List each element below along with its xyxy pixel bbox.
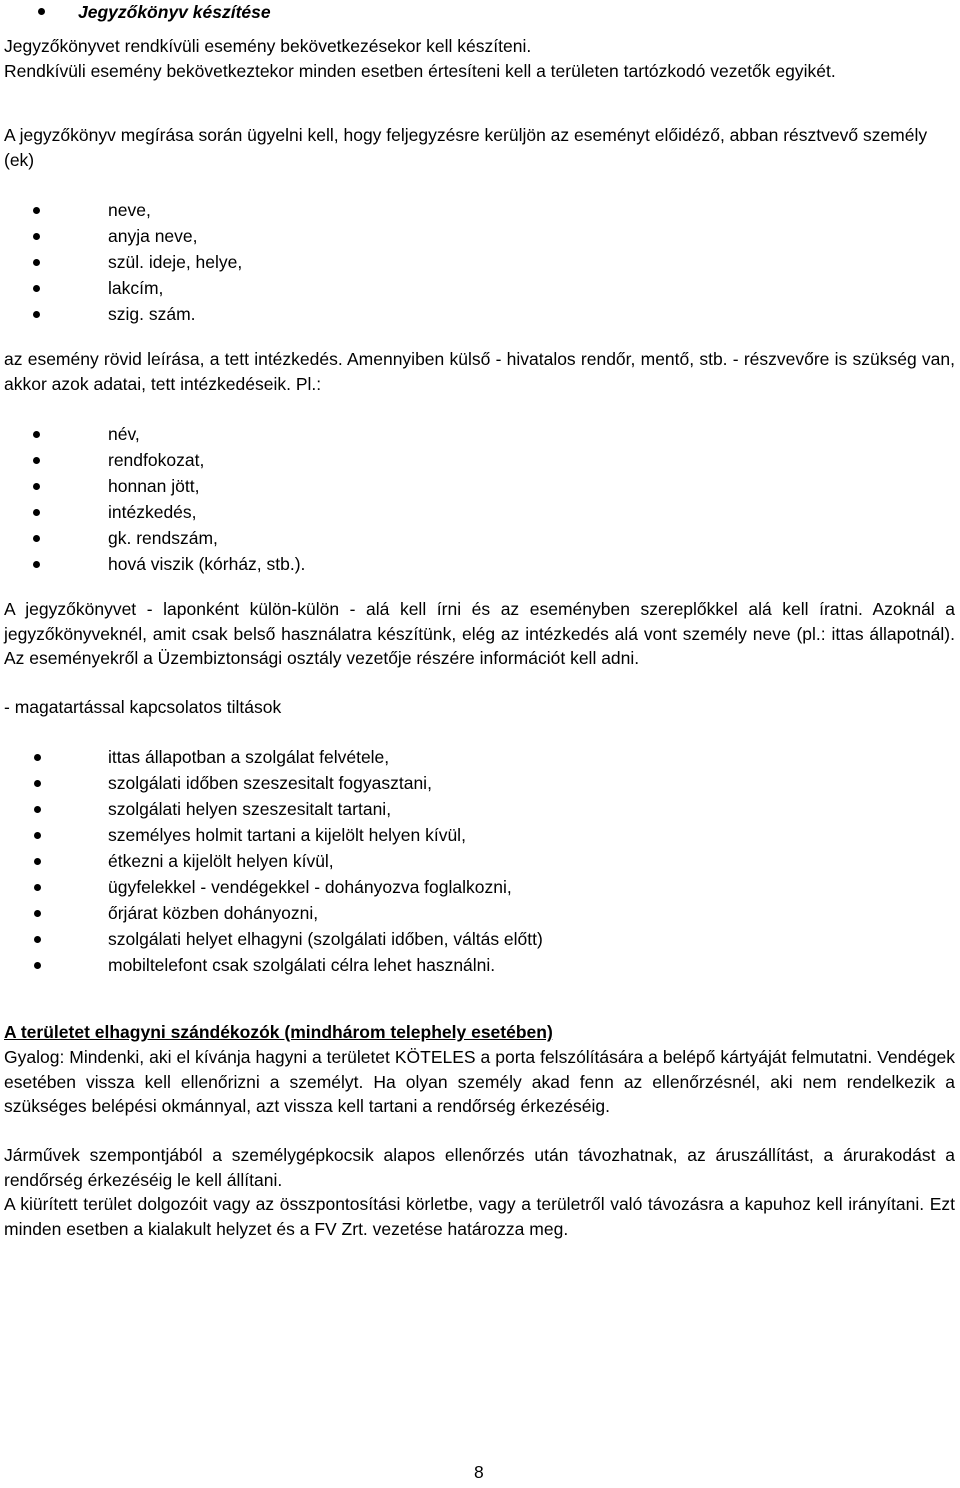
bullet-icon: [34, 832, 41, 839]
prohibitions-intro: - magatartással kapcsolatos tiltások: [4, 697, 282, 717]
bullet-icon: [34, 780, 41, 787]
list-item: rendfokozat,: [0, 448, 960, 474]
pedestrian-paragraph: Gyalog: Mindenki, aki el kívánja hagyni a területet KÖTELES a porta felszólítására a belépő kártyáját felmutatni. Vendégek esetében vissza kell ellenőrizni a személyt. Ha olyan személy akad fenn az ellenőrzésnél, aki nem rendelkezik a szükséges belépési okmánnyal, azt vissza kell tartani a rendőrség érkezéséig.: [4, 1047, 955, 1116]
list-item: szig. szám.: [0, 302, 960, 328]
bullet-icon: [33, 509, 40, 516]
list-item: anyja neve,: [0, 224, 960, 250]
bullet-icon: [33, 233, 40, 240]
list-item: honnan jött,: [0, 474, 960, 500]
bullet-icon: [33, 311, 40, 318]
external-parties-list: [0, 422, 960, 578]
list-item: név,: [0, 422, 960, 448]
intro-paragraph-3: A jegyzőkönyv megírása során ügyelni kell, hogy feljegyzésre kerüljön az eseményt előidéző, abban résztvevő személy (ek): [4, 125, 928, 170]
personal-data-list: [0, 198, 960, 328]
list-item: őrjárat közben dohányozni,: [0, 901, 960, 927]
signature-paragraph: A jegyzőkönyvet - laponként külön-külön - alá kell írni és az eseményben szereplőkkel alá kell íratni. Azoknál a jegyzőkönyveknél, amit csak belső használatra készítünk, elég az intézkedés alá vont személy neve (pl.: ittas állapotnál). Az eseményekről a Üzembiztonsági osztály vezetője részére információt kell adni.: [4, 599, 955, 668]
bullet-icon: [34, 884, 41, 891]
list-item: ittas állapotban a szolgálat felvétele,: [0, 745, 960, 771]
bullet-icon: [33, 285, 40, 292]
list-item: szül. ideje, helye,: [0, 250, 960, 276]
bullet-icon: [33, 483, 40, 490]
intro-paragraph-2: Rendkívüli esemény bekövetkeztekor minden esetben értesíteni kell a területen tartózkodó vezetők egyikét.: [4, 61, 836, 81]
list-item: szolgálati helyen szeszesitalt tartani,: [0, 797, 960, 823]
heading-text: Jegyzőkönyv készítése: [78, 2, 271, 22]
bullet-icon: [34, 754, 41, 761]
bullet-icon: [34, 910, 41, 917]
list-item: szolgálati időben szeszesitalt fogyasztani,: [0, 771, 960, 797]
evacuation-paragraph: A kiürített terület dolgozóit vagy az összpontosítási körletbe, vagy a területről való távozásra a kapuhoz kell irányítani. Ezt minden esetben a kialakult helyzet és a FV Zrt. vezetése határozza meg.: [4, 1194, 955, 1239]
bullet-icon: [34, 858, 41, 865]
bullet-icon: [33, 535, 40, 542]
bullet-icon: [33, 561, 40, 568]
list-item: intézkedés,: [0, 500, 960, 526]
event-description-paragraph: az esemény rövid leírása, a tett intézkedés. Amennyiben külső - hivatalos rendőr, mentő, stb. - részvevőre is szükség van, akkor azok adatai, tett intézkedéseik. Pl.:: [4, 349, 955, 394]
list-item: gk. rendszám,: [0, 526, 960, 552]
list-item: lakcím,: [0, 276, 960, 302]
list-item: szolgálati helyet elhagyni (szolgálati időben, váltás előtt): [0, 927, 960, 953]
bullet-icon: [33, 207, 40, 214]
page-number: 8: [474, 1462, 484, 1482]
prohibitions-list: [0, 745, 960, 979]
list-item: neve,: [0, 198, 960, 224]
list-item: mobiltelefont csak szolgálati célra lehet használni.: [0, 953, 960, 979]
list-item: ügyfelekkel - vendégekkel - dohányozva foglalkozni,: [0, 875, 960, 901]
bullet-icon: [34, 962, 41, 969]
bullet-icon: [33, 457, 40, 464]
bullet-icon: [33, 259, 40, 266]
list-item: hová viszik (kórház, stb.).: [0, 552, 960, 578]
list-item: étkezni a kijelölt helyen kívül,: [0, 849, 960, 875]
bullet-icon: [34, 806, 41, 813]
section-heading: [0, 0, 960, 24]
intro-line-1: Jegyzőkönyvet rendkívüli esemény bekövetkezésekor kell készíteni.: [4, 36, 532, 56]
vehicles-paragraph: Járművek szempontjából a személygépkocsik alapos ellenőrzés után távozhatnak, az áruszállítást, a árurakodást a rendőrség érkezéséig le kell állítani.: [4, 1145, 955, 1190]
bullet-icon: [38, 8, 45, 15]
bullet-icon: [33, 431, 40, 438]
section-title: A területet elhagyni szándékozók (mindhárom telephely esetében): [4, 1022, 553, 1042]
list-item: személyes holmit tartani a kijelölt helyen kívül,: [0, 823, 960, 849]
bullet-icon: [34, 936, 41, 943]
